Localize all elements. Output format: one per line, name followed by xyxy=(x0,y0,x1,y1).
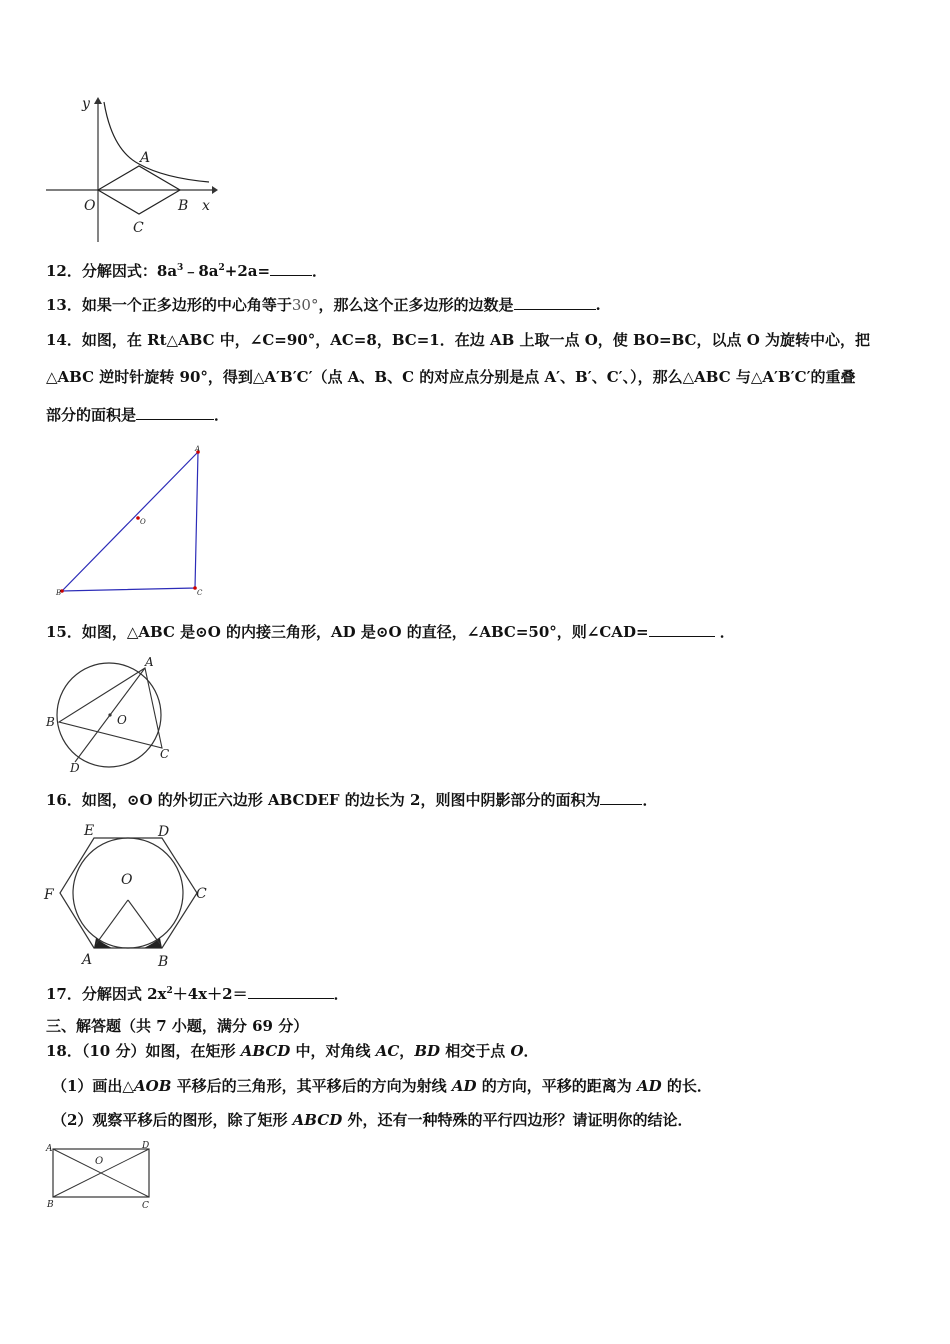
figure-inscribed-triangle xyxy=(42,652,182,777)
question-end: ． xyxy=(214,406,230,424)
question-score: （10 分） xyxy=(81,1042,146,1060)
center-point xyxy=(108,713,111,716)
question-text: 的方向，平移的距离为 xyxy=(476,1077,637,1095)
question-text: 的长． xyxy=(661,1077,712,1095)
exponent: 3 xyxy=(177,263,184,273)
question-end: ． xyxy=(714,623,735,641)
section-heading xyxy=(46,1016,308,1036)
label-o: O xyxy=(121,872,133,888)
answer-blank[interactable] xyxy=(600,789,642,805)
figure-right-triangle xyxy=(50,442,220,602)
math-var: O xyxy=(510,1042,524,1060)
section-title: 三、解答题（共 7 小题，满分 69 分） xyxy=(46,1017,309,1035)
triangle-abc xyxy=(59,668,162,748)
label-c: C xyxy=(196,886,207,902)
math-var: AD xyxy=(636,1077,662,1095)
question-17 xyxy=(46,983,349,1004)
question-14-line-3 xyxy=(46,404,229,425)
question-text: 分解因式 2x xyxy=(81,985,167,1003)
question-text: 如图，△ABC 是⊙O 的内接三角形，AD 是⊙O 的直径，∠ABC=50°，则∠CAD= xyxy=(81,623,649,641)
triangle-abc xyxy=(62,452,198,591)
radius-oa xyxy=(96,900,128,944)
question-12 xyxy=(46,260,327,281)
question-text: （2）观察平移后的图形，除了矩形 xyxy=(52,1111,293,1129)
label-f: F xyxy=(44,887,54,903)
label-b: B xyxy=(158,954,169,970)
question-13 xyxy=(46,294,601,315)
question-text: ＋4x＋2＝ xyxy=(172,985,248,1003)
math-var: AC xyxy=(375,1042,400,1060)
question-18-part-1 xyxy=(52,1076,712,1096)
answer-blank[interactable] xyxy=(514,294,596,310)
label-o: O xyxy=(117,713,127,727)
question-text: 如果一个正多边形的中心角等于 xyxy=(81,296,292,314)
math-var: AD xyxy=(451,1077,477,1095)
label-b: B xyxy=(56,589,62,597)
angle-value: 30° xyxy=(291,296,319,314)
inscribed-circle xyxy=(73,838,183,948)
y-axis-arrow-icon xyxy=(94,97,102,104)
question-number: 16． xyxy=(46,791,82,809)
label-a: A xyxy=(140,150,151,166)
math-var: AOB xyxy=(133,1077,172,1095)
question-text: 中，对角线 xyxy=(290,1042,376,1060)
label-x: x xyxy=(202,198,210,214)
question-18 xyxy=(46,1041,539,1061)
label-o: O xyxy=(84,198,96,214)
label-c: C xyxy=(142,1201,149,1211)
exponent: 2 xyxy=(166,986,173,996)
answer-blank[interactable] xyxy=(270,260,312,276)
exponent: 2 xyxy=(218,263,225,273)
label-d: D xyxy=(142,1141,150,1151)
label-e: E xyxy=(84,823,95,839)
label-o: O xyxy=(140,518,146,526)
label-c: C xyxy=(133,220,144,236)
label-b: B xyxy=(47,1200,54,1210)
question-text: 平移后的三角形，其平移后的方向为射线 xyxy=(171,1077,452,1095)
label-c: C xyxy=(197,589,203,597)
question-number: 14． xyxy=(46,331,82,349)
question-text: △ABC 逆时针旋转 90°，得到△A′B′C′（点 A、B、C 的对应点分别是点 A′、B′、C′、），那么△ABC 与△A′B′C′的重叠 xyxy=(46,368,856,386)
question-end: ． xyxy=(642,791,658,809)
label-d: D xyxy=(158,824,170,840)
label-b: B xyxy=(46,715,55,729)
question-text: 如图，在矩形 xyxy=(145,1042,241,1060)
figure-circumscribed-hexagon xyxy=(40,820,215,975)
question-15 xyxy=(46,621,735,642)
question-18-part-2 xyxy=(52,1110,692,1130)
question-end: ． xyxy=(333,985,349,1003)
separator: ， xyxy=(399,1042,415,1060)
question-text: 如图，⊙O 的外切正六边形 ABCDEF 的边长为 2，则图中阴影部分的面积为 xyxy=(81,791,601,809)
label-a: A xyxy=(195,445,201,453)
question-text: 如图，在 Rt△ABC 中，∠C=90°，AC=8，BC=1．在边 AB 上取一点 O，使 BO=BC，以点 O 为旋转中心，把 xyxy=(81,331,870,349)
radius-ob xyxy=(128,900,160,944)
math-var: ABCD xyxy=(292,1111,343,1129)
question-text: ，那么这个正多边形的边数是 xyxy=(318,296,514,314)
question-number: 12． xyxy=(46,262,82,280)
label-a: A xyxy=(82,952,93,968)
math-var: ABCD xyxy=(240,1042,291,1060)
hyperbola-curve xyxy=(104,102,209,182)
math-var: BD xyxy=(414,1042,440,1060)
question-text: （1）画出△ xyxy=(52,1077,134,1095)
label-d: D xyxy=(70,761,80,775)
question-14-line-1 xyxy=(46,330,870,350)
label-a: A xyxy=(46,1144,53,1154)
x-axis-arrow-icon xyxy=(212,186,218,194)
question-text: 外，还有一种特殊的平行四边形？请证明你的结论． xyxy=(342,1111,693,1129)
question-number: 18． xyxy=(46,1042,82,1060)
question-text: 相交于点 xyxy=(440,1042,511,1060)
figure-rectangle-diagonals xyxy=(44,1140,159,1212)
figure-hyperbola-rhombus xyxy=(44,92,219,247)
question-number: 15． xyxy=(46,623,82,641)
answer-blank[interactable] xyxy=(649,621,715,637)
question-text: 部分的面积是 xyxy=(46,406,137,424)
question-number: 17． xyxy=(46,985,82,1003)
label-y: y xyxy=(82,96,90,112)
question-end: ． xyxy=(523,1042,539,1060)
question-end: ． xyxy=(312,262,328,280)
question-text: 分解因式：8a xyxy=(81,262,178,280)
answer-blank[interactable] xyxy=(248,983,334,999)
label-a: A xyxy=(145,655,154,669)
question-14-line-2 xyxy=(46,367,856,387)
question-number: 13． xyxy=(46,296,82,314)
hexagon-abcdef xyxy=(60,838,197,948)
label-c: C xyxy=(160,747,170,761)
answer-blank[interactable] xyxy=(136,404,214,420)
question-text: +2a= xyxy=(224,262,271,280)
label-b: B xyxy=(178,198,189,214)
question-16 xyxy=(46,789,657,810)
question-end: . xyxy=(595,296,601,314)
label-o: O xyxy=(95,1156,104,1167)
question-text: ﹣8a xyxy=(183,262,219,280)
